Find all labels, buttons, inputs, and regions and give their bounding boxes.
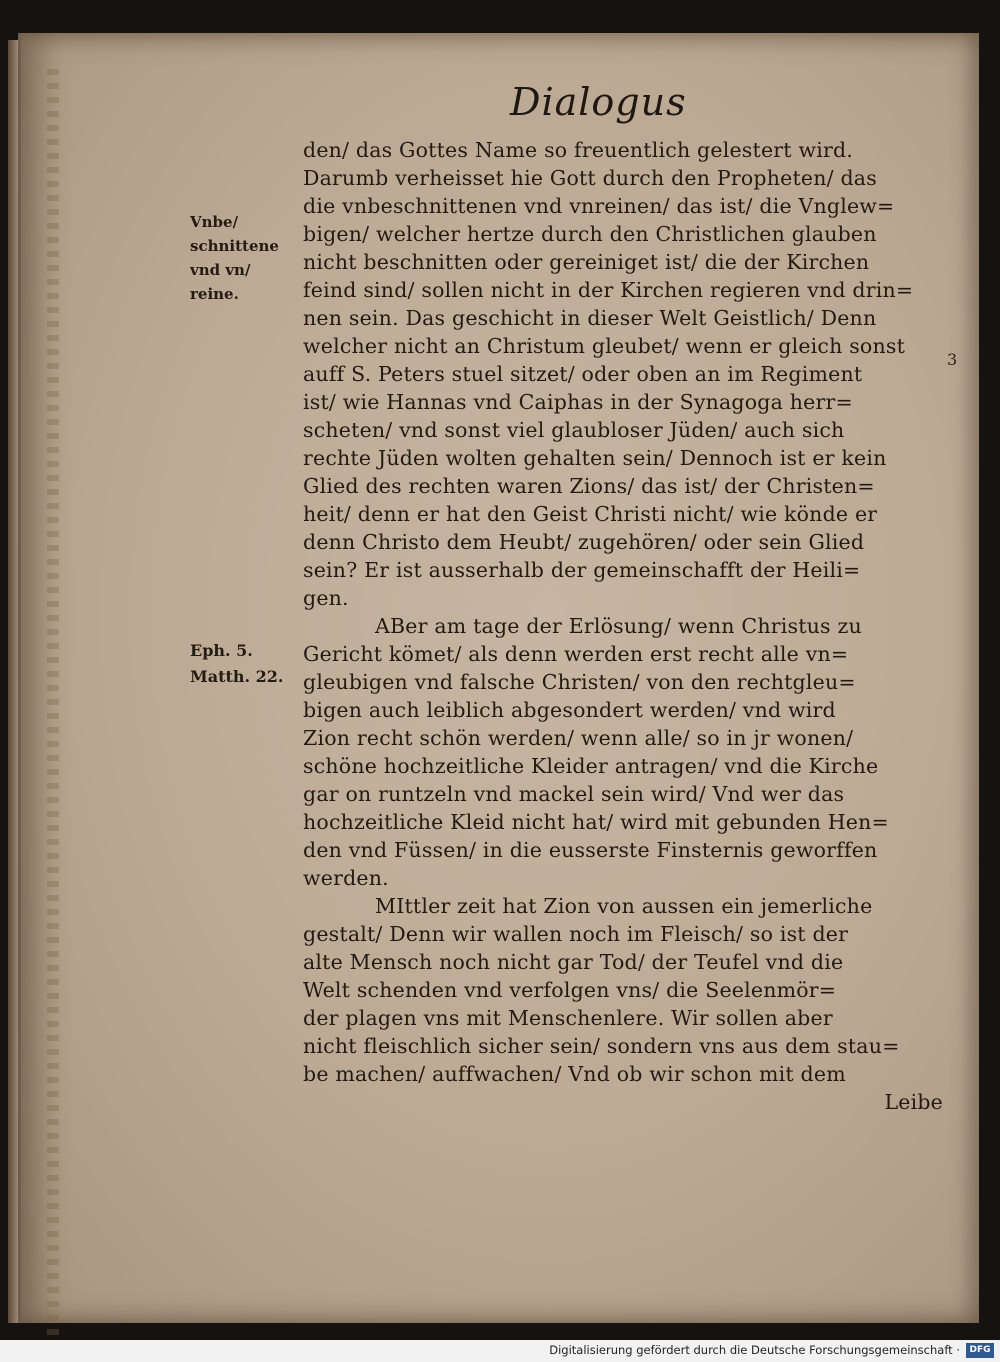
text-line: Darumb verheisset hie Gott durch den Propheten/ das — [303, 166, 877, 190]
text-line: nicht fleischlich sicher sein/ sondern vns aus dem stau= — [303, 1034, 900, 1058]
funding-credit: Digitalisierung gefördert durch die Deutsche Forschungsgemeinschaft · — [549, 1343, 960, 1357]
text-line: den vnd Füssen/ in die eusserste Finsternis geworffen — [303, 838, 878, 862]
text-line: MIttler zeit hat Zion von aussen ein jemerliche — [375, 894, 873, 918]
book-gutter — [8, 40, 18, 1323]
text-line: denn Christo dem Heubt/ zugehören/ oder sein Glied — [303, 530, 865, 554]
text-line: ist/ wie Hannas vnd Caiphas in der Synagoga herr= — [303, 390, 853, 414]
text-line: Glied des rechten waren Zions/ das ist/ der Christen= — [303, 474, 875, 498]
digitization-footer — [0, 1340, 1000, 1362]
text-line: bigen/ welcher hertze durch den Christlichen glauben — [303, 222, 877, 246]
margin-note-line: reine. — [190, 285, 239, 303]
page-edge-shadow — [47, 69, 59, 1349]
text-line: be machen/ auffwachen/ Vnd ob wir schon mit dem — [303, 1062, 846, 1086]
text-line: Zion recht schön werden/ wenn alle/ so in jr wonen/ — [303, 726, 854, 750]
catchword: Leibe — [884, 1090, 943, 1114]
text-line: scheten/ vnd sonst viel glaubloser Jüden/ auch sich — [303, 418, 845, 442]
margin-note-line: schnittene — [190, 237, 279, 255]
text-line: nicht beschnitten oder gereiniget ist/ die der Kirchen — [303, 250, 870, 274]
dfg-logo: DFG — [966, 1343, 994, 1358]
text-line: die vnbeschnittenen vnd vnreinen/ das ist/ die Vnglew= — [303, 194, 895, 218]
text-line: sein? Er ist ausserhalb der gemeinschafft der Heili= — [303, 558, 861, 582]
margin-reference-matthew: Matth. 22. — [190, 667, 284, 686]
text-line: ABer am tage der Erlösung/ wenn Christus zu — [375, 614, 862, 638]
margin-note-line: Vnbe/ — [190, 213, 239, 231]
margin-reference-ephesians: Eph. 5. — [190, 641, 253, 660]
text-line: den/ das Gottes Name so freuentlich gelestert wird. — [303, 138, 853, 162]
text-line: feind sind/ sollen nicht in der Kirchen regieren vnd drin= — [303, 278, 914, 302]
text-line: gar on runtzeln vnd mackel sein wird/ Vnd wer das — [303, 782, 845, 806]
text-line: rechte Jüden wolten gehalten sein/ Dennoch ist er kein — [303, 446, 887, 470]
text-line: bigen auch leiblich abgesondert werden/ vnd wird — [303, 698, 836, 722]
text-line: welcher nicht an Christum gleubet/ wenn er gleich sonst — [303, 334, 906, 358]
margin-note-line: vnd vn/ — [190, 261, 251, 279]
text-line: Welt schenden vnd verfolgen vns/ die Seelenmör= — [303, 978, 837, 1002]
running-head: Dialogus — [510, 80, 687, 124]
text-line: gen. — [303, 586, 349, 610]
text-line: auff S. Peters stuel sitzet/ oder oben an im Regiment — [303, 362, 863, 386]
body-text — [303, 136, 943, 1116]
text-line: schöne hochzeitliche Kleider antragen/ vnd die Kirche — [303, 754, 879, 778]
text-line: der plagen vns mit Menschenlere. Wir sollen aber — [303, 1006, 833, 1030]
margin-note-unbeschnittene — [190, 210, 298, 306]
stray-mark: 3 — [947, 350, 958, 369]
margin-note-references — [190, 638, 298, 690]
text-line: gleubigen vnd falsche Christen/ von den rechtgleu= — [303, 670, 856, 694]
text-line: hochzeitliche Kleid nicht hat/ wird mit gebunden Hen= — [303, 810, 889, 834]
text-line: gestalt/ Denn wir wallen noch im Fleisch/ so ist der — [303, 922, 849, 946]
text-line: Gericht kömet/ als denn werden erst recht alle vn= — [303, 642, 849, 666]
text-line: alte Mensch noch nicht gar Tod/ der Teufel vnd die — [303, 950, 844, 974]
text-line: werden. — [303, 866, 389, 890]
text-line: nen sein. Das geschicht in dieser Welt Geistlich/ Denn — [303, 306, 877, 330]
text-line: heit/ denn er hat den Geist Christi nicht/ wie könde er — [303, 502, 878, 526]
